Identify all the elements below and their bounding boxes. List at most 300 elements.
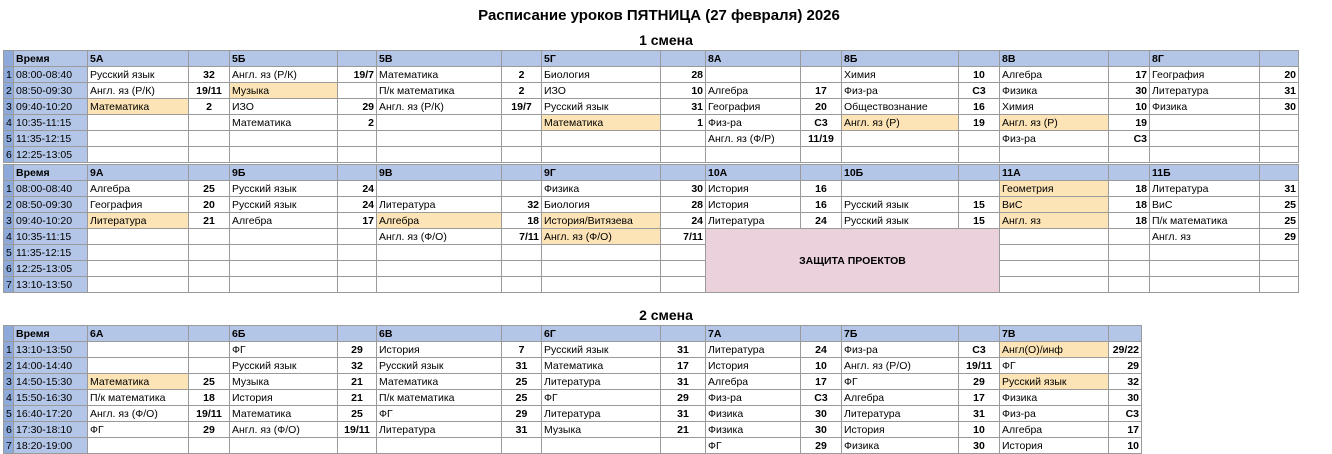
header-row: [4, 165, 1299, 181]
room-cell: 19/7: [502, 99, 542, 115]
subject-cell: Англ. яз (Ф/О): [88, 406, 189, 422]
row-number-header: [4, 51, 14, 67]
lesson-time: 08:50-09:30: [14, 83, 88, 99]
room-cell: 30: [661, 181, 706, 197]
class-header-room: [502, 165, 542, 181]
room-cell: 10: [959, 422, 1000, 438]
room-cell: 18: [189, 390, 230, 406]
subject-cell: Биология: [542, 67, 661, 83]
room-cell: 30: [801, 406, 842, 422]
lesson-time: 12:25-13:05: [14, 261, 88, 277]
subject-cell: Биология: [542, 197, 661, 213]
subject-cell: П/к математика: [1150, 213, 1260, 229]
subject-cell: ИЗО: [230, 99, 338, 115]
subject-cell: История: [1000, 438, 1109, 454]
room-cell: 19: [959, 115, 1000, 131]
room-cell: [661, 261, 706, 277]
lesson-row: [4, 438, 1142, 454]
subject-cell: [842, 181, 959, 197]
lesson-number: 2: [4, 358, 14, 374]
room-cell: 29: [1109, 358, 1142, 374]
lesson-row: [4, 99, 1299, 115]
subject-cell: ВиС: [1150, 197, 1260, 213]
subject-cell: [1150, 131, 1260, 147]
subject-cell: Физ-ра: [706, 115, 801, 131]
room-cell: [189, 438, 230, 454]
room-cell: [502, 115, 542, 131]
project-defense-banner: ЗАЩИТА ПРОЕКТОВ: [706, 229, 1000, 293]
subject-cell: Обществознание: [842, 99, 959, 115]
subject-cell: Физ-ра: [842, 83, 959, 99]
lesson-number: 6: [4, 261, 14, 277]
room-cell: 20: [1260, 67, 1299, 83]
time-header: Время: [14, 165, 88, 181]
room-cell: 21: [189, 213, 230, 229]
subject-cell: История: [706, 197, 801, 213]
room-cell: 1: [661, 115, 706, 131]
subject-cell: [88, 131, 189, 147]
lesson-row: [4, 245, 1299, 261]
subject-cell: [88, 358, 189, 374]
subject-cell: [88, 438, 189, 454]
subject-cell: П/к математика: [88, 390, 189, 406]
class-header-room: [801, 165, 842, 181]
subject-cell: Литература: [706, 213, 801, 229]
room-cell: 21: [338, 374, 377, 390]
subject-cell: География: [706, 99, 801, 115]
subject-cell: [1150, 115, 1260, 131]
room-cell: 2: [502, 67, 542, 83]
room-cell: С3: [1109, 406, 1142, 422]
room-cell: 19: [1109, 115, 1150, 131]
room-cell: 10: [959, 67, 1000, 83]
room-cell: [1109, 277, 1150, 293]
lesson-time: 08:50-09:30: [14, 197, 88, 213]
subject-cell: Англ. яз (Ф/О): [230, 422, 338, 438]
room-cell: 30: [1109, 83, 1150, 99]
room-cell: 31: [959, 406, 1000, 422]
lesson-time: 12:25-13:05: [14, 147, 88, 163]
lesson-row: [4, 83, 1299, 99]
lesson-time: 08:00-08:40: [14, 67, 88, 83]
room-cell: 17: [1109, 422, 1142, 438]
room-cell: 17: [801, 83, 842, 99]
subject-cell: Физика: [1150, 99, 1260, 115]
lesson-time: 11:35-12:15: [14, 245, 88, 261]
subject-cell: [1000, 229, 1109, 245]
subject-cell: Русский язык: [377, 358, 502, 374]
class-header-room: [338, 326, 377, 342]
subject-cell: [1150, 261, 1260, 277]
lesson-row: [4, 358, 1142, 374]
room-cell: 16: [959, 99, 1000, 115]
room-cell: 25: [189, 374, 230, 390]
room-cell: 32: [338, 358, 377, 374]
class-header: 9Б: [230, 165, 338, 181]
room-cell: [502, 261, 542, 277]
subject-cell: История: [706, 358, 801, 374]
room-cell: [1260, 277, 1299, 293]
lesson-number: 5: [4, 245, 14, 261]
lesson-number: 6: [4, 147, 14, 163]
subject-cell: ФГ: [706, 438, 801, 454]
subject-cell: Литература: [706, 342, 801, 358]
room-cell: 17: [801, 374, 842, 390]
lesson-row: [4, 374, 1142, 390]
room-cell: [189, 147, 230, 163]
subject-cell: [377, 181, 502, 197]
subject-cell: Алгебра: [1000, 422, 1109, 438]
subject-cell: Химия: [842, 67, 959, 83]
subject-cell: [842, 147, 959, 163]
subject-cell: Англ. яз (Р/К): [230, 67, 338, 83]
subject-cell: Физ-ра: [1000, 131, 1109, 147]
subject-cell: Математика: [542, 115, 661, 131]
room-cell: 30: [1109, 390, 1142, 406]
subject-cell: П/к математика: [377, 83, 502, 99]
room-cell: 10: [661, 83, 706, 99]
lesson-number: 4: [4, 115, 14, 131]
subject-cell: Алгебра: [1000, 67, 1109, 83]
room-cell: 24: [661, 213, 706, 229]
room-cell: 25: [189, 181, 230, 197]
class-header-room: [502, 51, 542, 67]
room-cell: [502, 147, 542, 163]
subject-cell: [1000, 147, 1109, 163]
room-cell: [502, 181, 542, 197]
room-cell: [661, 438, 706, 454]
room-cell: [1109, 245, 1150, 261]
room-cell: С3: [959, 83, 1000, 99]
room-cell: 24: [801, 342, 842, 358]
room-cell: 25: [1260, 213, 1299, 229]
subject-cell: История/Витязева: [542, 213, 661, 229]
class-header-room: [189, 326, 230, 342]
class-header: 9Г: [542, 165, 661, 181]
room-cell: 32: [189, 67, 230, 83]
room-cell: 7: [502, 342, 542, 358]
subject-cell: История: [377, 342, 502, 358]
subject-cell: ФГ: [842, 374, 959, 390]
lesson-number: 3: [4, 213, 14, 229]
subject-cell: Русский язык: [230, 197, 338, 213]
subject-cell: Физ-ра: [842, 342, 959, 358]
subject-cell: Физика: [1000, 390, 1109, 406]
subject-cell: [542, 438, 661, 454]
class-header-room: [661, 165, 706, 181]
subject-cell: [88, 277, 189, 293]
room-cell: С3: [959, 342, 1000, 358]
class-header: 6В: [377, 326, 502, 342]
class-header-room: [1109, 326, 1142, 342]
room-cell: 24: [801, 213, 842, 229]
lesson-number: 6: [4, 422, 14, 438]
room-cell: 31: [1260, 181, 1299, 197]
room-cell: [189, 358, 230, 374]
room-cell: [1260, 131, 1299, 147]
lesson-row: [4, 213, 1299, 229]
subject-cell: Русский язык: [542, 99, 661, 115]
subject-cell: Литература: [88, 213, 189, 229]
class-header: 10А: [706, 165, 801, 181]
subject-cell: Математика: [88, 374, 189, 390]
room-cell: [661, 131, 706, 147]
subject-cell: [542, 261, 661, 277]
room-cell: 18: [502, 213, 542, 229]
room-cell: 29: [959, 374, 1000, 390]
lesson-row: [4, 147, 1299, 163]
room-cell: 18: [1109, 197, 1150, 213]
room-cell: С3: [801, 390, 842, 406]
subject-cell: Математика: [377, 374, 502, 390]
room-cell: [959, 131, 1000, 147]
subject-cell: Литература: [542, 374, 661, 390]
room-cell: [1260, 261, 1299, 277]
subject-cell: [706, 147, 801, 163]
subject-cell: [88, 147, 189, 163]
subject-cell: Русский язык: [1000, 374, 1109, 390]
lesson-number: 2: [4, 83, 14, 99]
room-cell: [1109, 147, 1150, 163]
lesson-row: [4, 277, 1299, 293]
subject-cell: ВиС: [1000, 197, 1109, 213]
subject-cell: ФГ: [88, 422, 189, 438]
room-cell: 18: [1109, 181, 1150, 197]
subject-cell: История: [230, 390, 338, 406]
room-cell: [189, 115, 230, 131]
subject-cell: Физ-ра: [1000, 406, 1109, 422]
subject-cell: [542, 131, 661, 147]
lesson-row: [4, 390, 1142, 406]
class-header: 9А: [88, 165, 189, 181]
subject-cell: Русский язык: [842, 213, 959, 229]
room-cell: 31: [661, 342, 706, 358]
subject-cell: Англ. яз (Ф/О): [542, 229, 661, 245]
subject-cell: Русский язык: [230, 181, 338, 197]
class-header: 11А: [1000, 165, 1109, 181]
room-cell: 17: [959, 390, 1000, 406]
lesson-number: 1: [4, 67, 14, 83]
room-cell: 16: [801, 181, 842, 197]
lesson-number: 4: [4, 390, 14, 406]
subject-cell: География: [88, 197, 189, 213]
room-cell: С3: [801, 115, 842, 131]
room-cell: [338, 83, 377, 99]
subject-cell: [542, 277, 661, 293]
lesson-number: 5: [4, 406, 14, 422]
room-cell: 31: [1260, 83, 1299, 99]
room-cell: 21: [338, 390, 377, 406]
subject-cell: ФГ: [230, 342, 338, 358]
room-cell: 19/11: [338, 422, 377, 438]
room-cell: 7/11: [661, 229, 706, 245]
lesson-row: [4, 197, 1299, 213]
room-cell: [1109, 229, 1150, 245]
room-cell: [338, 245, 377, 261]
room-cell: 24: [338, 197, 377, 213]
room-cell: 18: [1109, 213, 1150, 229]
lesson-time: 13:10-13:50: [14, 342, 88, 358]
lesson-number: 7: [4, 277, 14, 293]
room-cell: 29: [661, 390, 706, 406]
class-header: 7В: [1000, 326, 1109, 342]
room-cell: 16: [801, 197, 842, 213]
room-cell: [338, 229, 377, 245]
shift-2-label: 2 смена: [639, 307, 693, 323]
subject-cell: Музыка: [230, 83, 338, 99]
lesson-time: 14:50-15:30: [14, 374, 88, 390]
room-cell: [189, 131, 230, 147]
class-header-room: [338, 51, 377, 67]
lesson-row: [4, 422, 1142, 438]
subject-cell: [377, 147, 502, 163]
row-number-header: [4, 165, 14, 181]
lesson-number: 3: [4, 374, 14, 390]
subject-cell: ФГ: [377, 406, 502, 422]
room-cell: [801, 147, 842, 163]
room-cell: 2: [338, 115, 377, 131]
subject-cell: Алгебра: [377, 213, 502, 229]
subject-cell: [377, 277, 502, 293]
room-cell: [338, 147, 377, 163]
room-cell: 31: [661, 406, 706, 422]
subject-cell: [88, 115, 189, 131]
subject-cell: Математика: [88, 99, 189, 115]
room-cell: 30: [1260, 99, 1299, 115]
room-cell: 25: [1260, 197, 1299, 213]
lesson-time: 10:35-11:15: [14, 115, 88, 131]
class-header-room: [959, 51, 1000, 67]
room-cell: [502, 245, 542, 261]
lesson-time: 09:40-10:20: [14, 99, 88, 115]
class-header: 5В: [377, 51, 502, 67]
subject-cell: [230, 229, 338, 245]
subject-cell: Англ. яз (Ф/Р): [706, 131, 801, 147]
room-cell: [502, 277, 542, 293]
room-cell: 17: [1109, 67, 1150, 83]
room-cell: [189, 245, 230, 261]
subject-cell: История: [842, 422, 959, 438]
time-header: Время: [14, 326, 88, 342]
lesson-number: 1: [4, 181, 14, 197]
room-cell: [338, 438, 377, 454]
schedule-table-shift2: [3, 325, 1142, 454]
class-header: 6Б: [230, 326, 338, 342]
subject-cell: [377, 115, 502, 131]
class-header-room: [959, 165, 1000, 181]
subject-cell: [377, 131, 502, 147]
subject-cell: Русский язык: [542, 342, 661, 358]
class-header: 8А: [706, 51, 801, 67]
room-cell: 25: [338, 406, 377, 422]
subject-cell: Литература: [1150, 83, 1260, 99]
room-cell: 32: [1109, 374, 1142, 390]
subject-cell: Литература: [377, 422, 502, 438]
room-cell: 11/19: [801, 131, 842, 147]
subject-cell: Физика: [706, 406, 801, 422]
room-cell: [959, 147, 1000, 163]
lesson-number: 2: [4, 197, 14, 213]
room-cell: [338, 261, 377, 277]
subject-cell: [542, 245, 661, 261]
time-header: Время: [14, 51, 88, 67]
subject-cell: [230, 245, 338, 261]
subject-cell: Англ. яз (Р): [842, 115, 959, 131]
class-header-room: [189, 51, 230, 67]
room-cell: 17: [661, 358, 706, 374]
subject-cell: Англ. яз (Р/К): [377, 99, 502, 115]
class-header: 9В: [377, 165, 502, 181]
room-cell: 32: [502, 197, 542, 213]
subject-cell: Англ. яз: [1000, 213, 1109, 229]
lesson-row: [4, 342, 1142, 358]
schedule-table-shift1-a: [3, 50, 1299, 163]
subject-cell: [377, 261, 502, 277]
subject-cell: Физика: [1000, 83, 1109, 99]
subject-cell: Англ. яз (Ф/О): [377, 229, 502, 245]
room-cell: 30: [959, 438, 1000, 454]
subject-cell: Физика: [842, 438, 959, 454]
lesson-time: 14:00-14:40: [14, 358, 88, 374]
subject-cell: [1150, 147, 1260, 163]
lesson-time: 18:20-19:00: [14, 438, 88, 454]
class-header-room: [661, 51, 706, 67]
class-header: 8В: [1000, 51, 1109, 67]
lesson-row: [4, 261, 1299, 277]
subject-cell: [1150, 245, 1260, 261]
lesson-time: 10:35-11:15: [14, 229, 88, 245]
subject-cell: История: [706, 181, 801, 197]
subject-cell: Алгебра: [88, 181, 189, 197]
room-cell: 19/11: [189, 83, 230, 99]
room-cell: 29: [189, 422, 230, 438]
lesson-row: [4, 115, 1299, 131]
subject-cell: ФГ: [542, 390, 661, 406]
room-cell: 29: [502, 406, 542, 422]
subject-cell: Литература: [542, 406, 661, 422]
subject-cell: Англ(О)/инф: [1000, 342, 1109, 358]
subject-cell: Литература: [1150, 181, 1260, 197]
room-cell: С3: [1109, 131, 1150, 147]
lesson-number: 4: [4, 229, 14, 245]
class-header: 5Г: [542, 51, 661, 67]
subject-cell: Литература: [842, 406, 959, 422]
subject-cell: Музыка: [230, 374, 338, 390]
lesson-number: 7: [4, 438, 14, 454]
subject-cell: [842, 131, 959, 147]
room-cell: 10: [1109, 99, 1150, 115]
room-cell: 31: [502, 358, 542, 374]
lesson-time: 17:30-18:10: [14, 422, 88, 438]
room-cell: 28: [661, 197, 706, 213]
lesson-time: 09:40-10:20: [14, 213, 88, 229]
lesson-time: 13:10-13:50: [14, 277, 88, 293]
subject-cell: Физика: [706, 422, 801, 438]
subject-cell: [88, 245, 189, 261]
subject-cell: [88, 229, 189, 245]
room-cell: 20: [189, 197, 230, 213]
subject-cell: [88, 342, 189, 358]
subject-cell: [230, 277, 338, 293]
class-header: 11Б: [1150, 165, 1260, 181]
subject-cell: [230, 147, 338, 163]
class-header: 8Б: [842, 51, 959, 67]
lesson-time: 11:35-12:15: [14, 131, 88, 147]
room-cell: [338, 131, 377, 147]
page-title: Расписание уроков ПЯТНИЦА (27 февраля) 2026: [478, 7, 840, 24]
subject-cell: Математика: [542, 358, 661, 374]
class-header: 7А: [706, 326, 801, 342]
